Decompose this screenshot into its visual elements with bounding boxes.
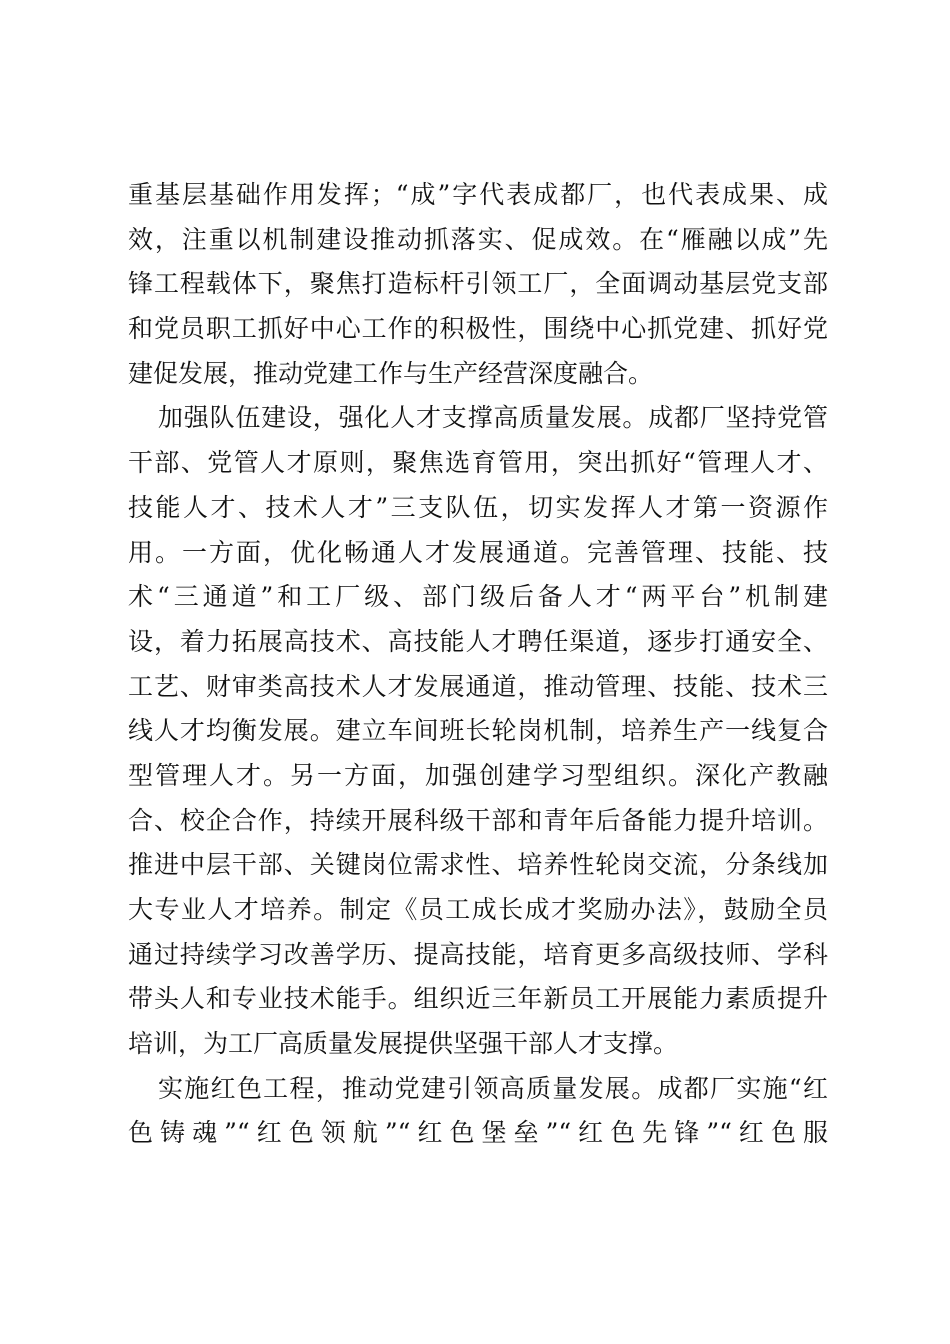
text-line: 用。一方面，优化畅通人才发展通道。完善管理、技能、技	[128, 537, 828, 567]
paragraph-start-line: 实施红色工程，推动党建引领高质量发展。成都厂实施“红	[158, 1073, 828, 1103]
text-line: 和党员职工抓好中心工作的积极性，围绕中心抓党建、抓好党	[128, 314, 828, 344]
text-line: 技能人才、技术人才”三支队伍，切实发挥人才第一资源作	[128, 492, 828, 522]
text-line: 推进中层干部、关键岗位需求性、培养性轮岗交流，分条线加	[128, 850, 828, 880]
paragraph-start-line: 加强队伍建设，强化人才支撑高质量发展。成都厂坚持党管	[158, 403, 828, 433]
text-line: 重基层基础作用发挥；“成”字代表成都厂，也代表成果、成	[128, 180, 828, 209]
text-line: 色铸魂”“红色领航”“红色堡垒”“红色先锋”“红色服	[128, 1118, 828, 1148]
text-line: 建促发展，推动党建工作与生产经营深度融合。	[128, 358, 654, 388]
text-line: 带头人和专业技术能手。组织近三年新员工开展能力素质提升	[128, 984, 828, 1014]
text-line: 通过持续学习改善学历、提高技能，培育更多高级技师、学科	[128, 939, 828, 969]
text-line: 效，注重以机制建设推动抓落实、促成效。在“雁融以成”先	[128, 224, 828, 254]
text-line: 工艺、财审类高技术人才发展通道，推动管理、技能、技术三	[128, 671, 828, 701]
text-line: 大专业人才培养。制定《员工成长成才奖励办法》，鼓励全员	[128, 895, 828, 924]
text-line: 线人才均衡发展。建立车间班长轮岗机制，培养生产一线复合	[128, 716, 828, 746]
text-line: 锋工程载体下，聚焦打造标杆引领工厂，全面调动基层党支部	[128, 269, 828, 299]
text-line: 合、校企合作，持续开展科级干部和青年后备能力提升培训。	[128, 805, 828, 835]
body-text	[128, 173, 828, 1156]
text-line: 设，着力拓展高技术、高技能人才聘任渠道，逐步打通安全、	[128, 626, 828, 656]
text-line: 培训，为工厂高质量发展提供坚强干部人才支撑。	[128, 1029, 679, 1059]
text-line: 干部、党管人才原则，聚焦选育管用，突出抓好“管理人才、	[128, 448, 828, 478]
text-line: 型管理人才。另一方面，加强创建学习型组织。深化产教融	[128, 760, 828, 790]
text-line: 术“三通道”和工厂级、部门级后备人才“两平台”机制建	[128, 582, 829, 612]
